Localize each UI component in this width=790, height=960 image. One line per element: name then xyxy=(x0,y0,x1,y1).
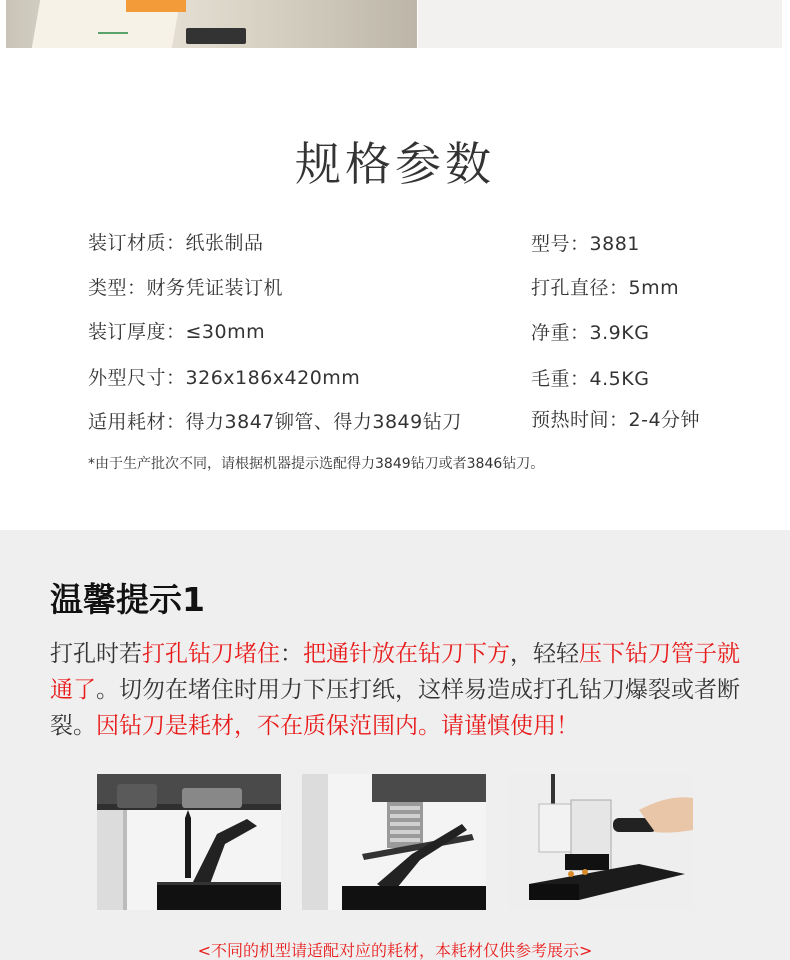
tips-text-highlight: 因钻刀是耗材，不在质保范围内。请谨慎使用！ xyxy=(96,713,579,739)
tips-text-highlight: 压下钻刀管子就通了 xyxy=(50,641,740,703)
tips-caption: <不同的机型请适配对应的耗材，本耗材仅供参考展示> xyxy=(197,941,593,960)
spec-item-net-weight: 净重：3.9KG xyxy=(531,322,650,344)
spec-item-material: 装订材质：纸张制品 xyxy=(88,232,264,254)
tip-photo-3 xyxy=(509,774,693,910)
product-photo-top-left xyxy=(6,0,417,48)
tips-text: 打孔时若 xyxy=(50,641,142,667)
product-photo-top-right xyxy=(418,0,782,48)
tips-text: ，轻轻 xyxy=(510,641,579,667)
spec-note: *由于生产批次不同，请根据机器提示选配得力3849钻刀或者3846钻刀。 xyxy=(88,456,545,472)
spec-item-thickness: 装订厚度：≤30mm xyxy=(88,321,266,343)
tips-text-highlight: 打孔钻刀堵住 xyxy=(142,641,280,667)
spec-item-gross-weight: 毛重：4.5KG xyxy=(531,368,650,390)
tips-text: ： xyxy=(280,641,303,667)
specs-title: 规格参数 xyxy=(295,137,495,191)
spec-item-preheat-time: 预热时间：2-4分钟 xyxy=(531,409,701,431)
tips-section xyxy=(0,530,790,960)
tips-title: 温馨提示1 xyxy=(50,580,205,619)
tip-photo-1 xyxy=(97,774,281,910)
spec-item-consumables: 适用耗材：得力3847铆管、得力3849钻刀 xyxy=(88,411,462,433)
tips-text: 。切勿在堵住时用力下压打纸，这样易造成打孔钻刀爆裂或者断裂。 xyxy=(50,677,740,739)
tip-photo-2 xyxy=(302,774,486,910)
spec-item-hole-diameter: 打孔直径：5mm xyxy=(531,277,680,299)
tips-text-highlight: 把通针放在钻刀下方 xyxy=(303,641,510,667)
spec-item-type: 类型：财务凭证装订机 xyxy=(88,277,284,299)
tips-body xyxy=(50,636,750,744)
spec-item-model: 型号：3881 xyxy=(531,233,640,255)
spec-item-dimensions: 外型尺寸：326x186x420mm xyxy=(88,367,361,389)
top-photo-strip xyxy=(0,0,790,48)
